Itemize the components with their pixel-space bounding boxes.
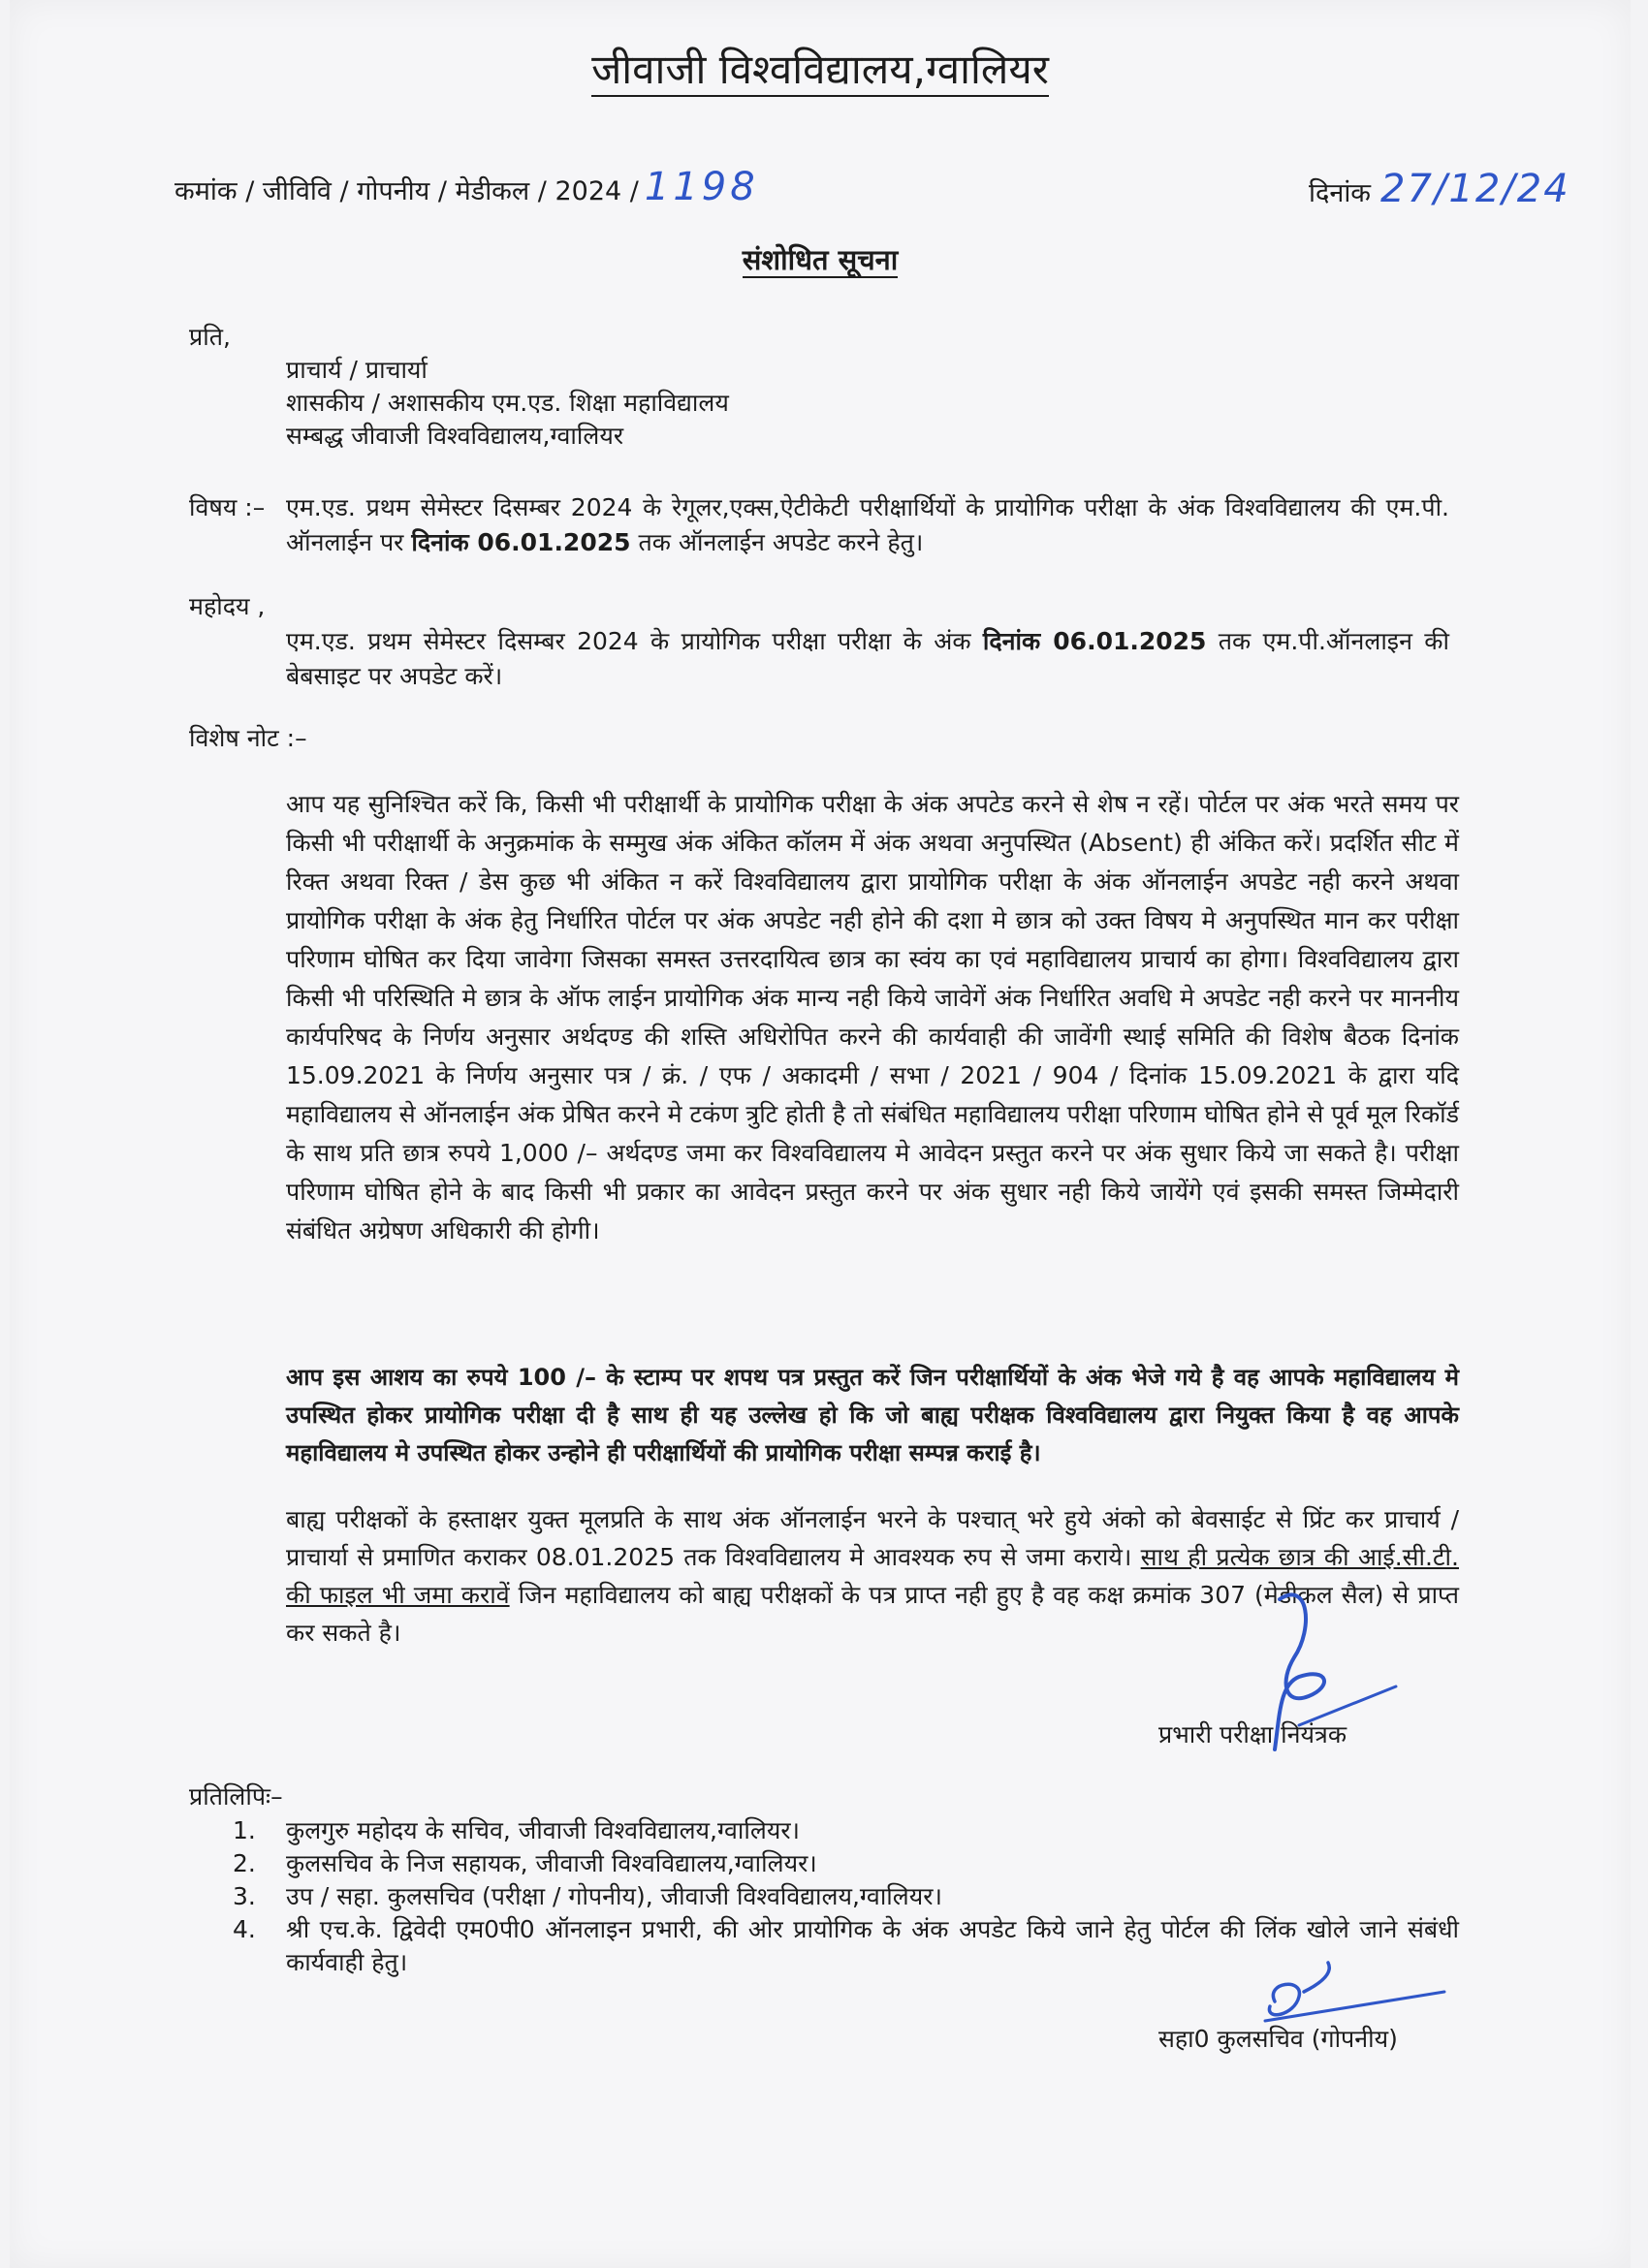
special-note-paragraph-1: आप यह सुनिश्चित करें कि, किसी भी परीक्षार्थी के प्रायोगिक परीक्षा के अंक अपटेड करने से शेष न रहें। पोर्टल पर अंक भरते समय पर किसी भी परीक्षार्थी के अनुक्रमांक के सम्मुख अंक अंकित कॉलम में अंक अथवा अनुपस्थित (Absent) ही अंकित करें। प्रदर्शित सीट में रिक्त अथवा रिक्त / डेस कुछ भी अंकित न करें विश्वविद्यालय द्वारा प्रायोगिक परीक्षा के अंक ऑनलाईन अपडेट नही करने अथवा प्रायोगिक परीक्षा के अंक हेतु निर्धारित पोर्टल पर अंक अपडेट नही होने की दशा मे छात्र को उक्त विषय मे अनुपस्थित मान कर परीक्षा परिणाम घोषित कर दिया जावेगा जिसका समस्त उत्तरदायित्व छात्र का स्वंय का एवं महाविद्यालय प्राचार्य का होगा। विश्वविद्यालय द्वारा किसी भी परिस्थिति मे छात्र के ऑफ लाईन प्रायोगिक अंक मान्य नही किये जावेगें अंक निर्धारित अवधि मे अपडेट नही करने पर माननीय कार्यपरिषद के निर्णय अनुसार अर्थदण्ड की शस्ति अधिरोपित करने की कार्यवाही की जावेंगी स्थाई समिति की विशेष बैठक दिनांक 15.09.2021 के निर्णय अनुसार पत्र / क्रं. / एफ / अकादमी / सभा / 2021 / 904 / दिनांक 15.09.2021 के द्वारा यदि महाविद्यालय से ऑनलाईन अंक प्रेषित करने मे टकंण त्रुटि होती है तो संबंधित महाविद्यालय परीक्षा परिणाम घोषित होने से पूर्व मूल रिकॉर्ड के साथ प्रति छात्र रुपये 1,000 /– अर्थदण्ड जमा कर विश्वविद्यालय मे आवेदन प्रस्तुत करने पर अंक सुधार किये जा सकते है। परीक्षा परिणाम घोषित होने के बाद किसी भी प्रकार का आवेदन प्रस्तुत करने पर अंक सुधार नही किये जायेंगे एवं इसकी समस्त जिम्मेदारी संबंधित अग्रेषण अधिकारी की होगी। xyxy=(286,790,1459,1244)
reference-handwritten: 1198 xyxy=(644,165,759,209)
date-handwritten: 27/12/24 xyxy=(1380,167,1570,211)
signatory-2-title: सहा0 कुलसचिव (गोपनीय) xyxy=(1158,2025,1398,2053)
salutation: महोदय , xyxy=(189,592,266,620)
address-line-2: शासकीय / अशासकीय एम.एड. शिक्षा महाविद्यालय xyxy=(286,389,729,417)
copy-to-item: 3. उप / सहा. कुलसचिव (परीक्षा / गोपनीय), जीवाजी विश्वविद्यालय,ग्वालियर। xyxy=(233,1882,942,1910)
body-paragraph: एम.एड. प्रथम सेमेस्टर दिसम्बर 2024 के प्रायोगिक परीक्षा परीक्षा के अंक दिनांक 06.01.2025 तक एम.पी.ऑनलाइन की बेबसाइट पर अपडेट करें। xyxy=(286,627,1449,690)
special-note-label: विशेष नोट :– xyxy=(189,724,307,752)
subject-deadline: दिनांक 06.01.2025 xyxy=(411,528,631,556)
reference-number xyxy=(174,165,759,209)
special-note-paragraph-2: आप इस आशय का रुपये 100 /– के स्टाम्प पर शपथ पत्र प्रस्तुत करें जिन परीक्षार्थियों के अंक भेजे गये है वह आपके महाविद्यालय मे उपस्थित होकर प्रायोगिक परीक्षा दी है साथ ही यह उल्लेख हो कि जो बाह्य परीक्षक विश्वविद्यालय द्वारा नियुक्त किया है वह आपके महाविद्यालय मे उपस्थित होकर उन्होने ही परीक्षार्थियों की प्रायोगिक परीक्षा सम्पन्न कराई है। xyxy=(286,1364,1459,1466)
subject-text: एम.एड. प्रथम सेमेस्टर दिसम्बर 2024 के रेगूलर,एक्स,ऐटीकेटी परीक्षार्थियों के प्रायोगिक परीक्षा के अंक विश्वविद्यालय की एम.पी. ऑनलाईन पर दिनांक 06.01.2025 तक ऑनलाईन अपडेट करने हेतु। xyxy=(286,493,1449,556)
copy-to-item: 4. श्री एच.के. द्विवेदी एम0पी0 ऑनलाइन प्रभारी, की ओर प्रायोगिक के अंक अपडेट किये जाने हेतु पोर्टल की लिंक खोले जाने संबंधी कार्यवाही हेतु। xyxy=(233,1915,1459,1976)
copy-to-item: 2. कुलसचिव के निज सहायक, जीवाजी विश्वविद्यालय,ग्वालियर। xyxy=(233,1849,817,1877)
letter-page xyxy=(10,0,1631,2268)
date-label: दिनांक xyxy=(1309,178,1372,208)
reference-prefix: कमांक / जीविवि / गोपनीय / मेडीकल / 2024 / xyxy=(174,176,639,206)
copy-to-item: 1. कुलगुरु महोदय के सचिव, जीवाजी विश्वविद्यालय,ग्वालियर। xyxy=(233,1816,801,1844)
subject-label: विषय :– xyxy=(189,493,266,521)
copy-to-label: प्रतिलिपिः– xyxy=(189,1782,283,1811)
special-note-paragraph-3: बाह्य परीक्षकों के हस्ताक्षर युक्त मूलप्रति के साथ अंक ऑनलाईन भरने के पश्चात् भरे हुये अंको को बेवसाईट से प्रिंट कर प्राचार्य / प्राचार्या से प्रमाणित कराकर 08.01.2025 तक विश्वविद्यालय मे आवश्यक रुप से जमा कराये। साथ ही प्रत्येक छात्र की आई.सी.टी. की फाइल भी जमा करावें जिन महाविद्यालय को बाह्य परीक्षकों के पत्र प्राप्त नही हुए है वह कक्ष क्रमांक 307 (मेडीकल सैल) से प्राप्त कर सकते है। xyxy=(286,1505,1460,1647)
signatory-1-title: प्रभारी परीक्षा नियंत्रक xyxy=(1158,1720,1347,1748)
university-title: जीवाजी विश्वविद्यालय,ग्वालियर xyxy=(10,41,1631,96)
address-line-1: प्राचार्य / प्राचार्या xyxy=(286,356,428,384)
ict-file-instruction: साथ ही प्रत्येक छात्र की आई.सी.टी. की फाइल भी जमा करावें xyxy=(286,1543,1459,1609)
address-to: प्रति, xyxy=(189,323,231,351)
body-deadline: दिनांक 06.01.2025 xyxy=(982,627,1207,655)
date-line xyxy=(1309,167,1570,211)
address-line-3: सम्बद्ध जीवाजी विश्वविद्यालय,ग्वालियर xyxy=(286,422,624,450)
notice-title: संशोधित सूचना xyxy=(742,243,899,276)
